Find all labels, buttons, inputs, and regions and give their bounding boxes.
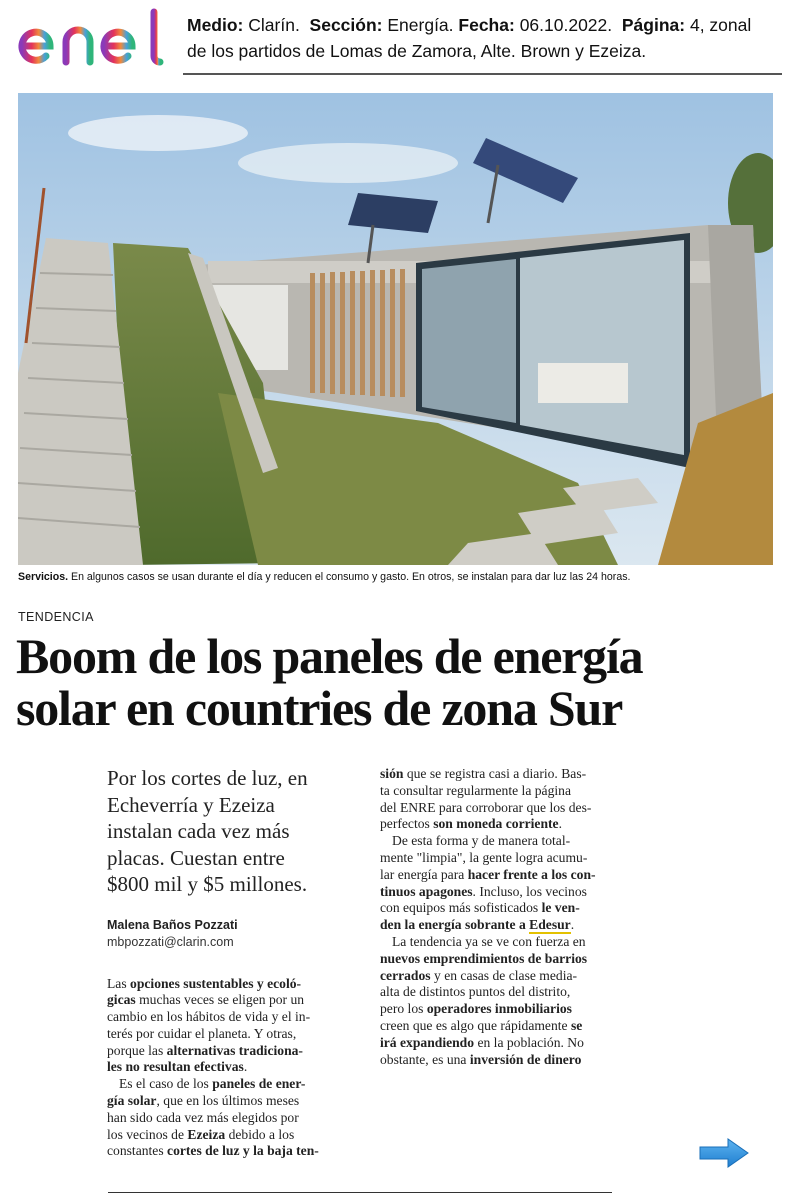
text-line: han sido cada vez más elegidos por [107,1109,299,1125]
photo-caption [18,570,778,584]
fecha-value: 06.10.2022. [519,15,613,35]
deck-line: Echeverría y Ezeiza [107,792,275,817]
text-line: del ENRE para corroborar que los des- [380,799,592,815]
text-line: Las opciones sustentables y ecoló- [107,975,302,991]
article-deck [107,765,337,898]
seccion-value: Energía. [387,15,454,35]
document-header [0,0,800,78]
text-line: creen que es algo que rápidamente se [380,1017,583,1033]
enel-logo [14,8,174,68]
text-line: cerrados y en casas de clase media- [380,967,578,983]
pagina-label: Página: [621,15,686,35]
deck-line: placas. Cuestan entre [107,845,285,870]
section-kicker: TENDENCIA [18,610,94,624]
text-line: La tendencia ya se ve con fuerza en [392,933,586,949]
deck-line: instalan cada vez más [107,819,290,843]
text-line: De esta forma y de manera total- [392,833,571,849]
body-left [107,976,337,1161]
text-line: ta consultar regularmente la página [380,782,571,798]
text-line: con equipos más sofisticados le ven- [380,900,580,916]
headline-line-2: solar en countries de zona Sur [16,680,623,736]
text-line: mente "limpia", la gente logra acumu- [380,849,588,865]
deck-line: Por los cortes de luz, en [107,766,308,790]
medio-value: Clarín. [248,15,300,35]
article-headline [16,630,786,734]
text-line: les no resultan efectivas. [107,1059,248,1075]
fecha-label: Fecha: [458,15,515,35]
caption-text: En algunos casos se usan durante el día y reducen el consumo y gasto. En otros, se instalan para dar luz las 24 horas. [68,571,631,583]
arrow-right-icon[interactable] [698,1137,750,1169]
text-line: los vecinos de Ezeiza debido a los [107,1126,295,1142]
right-column [380,766,612,1068]
author-email: mbpozzati@clarin.com [107,934,234,949]
highlighted-edesur: Edesur [529,917,571,933]
left-column [107,765,337,1160]
text-line: cambio en los hábitos de vida y el in- [107,1009,311,1025]
text-line: nuevos emprendimientos de barrios [380,950,588,966]
caption-label: Servicios. [18,571,69,583]
text-line: porque las alternativas tradiciona- [107,1042,303,1058]
house-with-solar-panels-photo [18,93,773,565]
medio-label: Medio: [187,15,244,35]
text-line: Es el caso de los paneles de ener- [119,1076,306,1092]
text-line: obstante, es una inversión de dinero [380,1051,582,1067]
deck-line: $800 mil y $5 millones. [107,872,308,896]
text-line: den la energía sobrante a Edesur. [380,917,575,933]
headline-line-1: Boom de los paneles de energía [16,628,643,684]
header-metadata [187,12,787,64]
text-line: gía solar, que en los últimos meses [107,1093,300,1109]
text-line: perfectos son moneda corriente. [380,816,562,832]
body-right [380,766,612,1068]
author-name: Malena Baños Pozzati [107,917,238,932]
bottom-divider [108,1192,612,1193]
text-line: pero los operadores inmobiliarios [380,1001,572,1017]
seccion-label: Sección: [309,15,383,35]
text-line: terés por cuidar el planeta. Y otras, [107,1025,297,1041]
text-line: lar energía para hacer frente a los con- [380,866,596,882]
text-line: tinuos apagones. Incluso, los vecinos [380,883,587,899]
text-line: sión que se registra casi a diario. Bas- [380,766,587,781]
text-line: constantes cortes de luz y la baja ten- [107,1143,319,1159]
header-divider [183,73,782,75]
text-line: irá expandiendo en la población. No [380,1034,584,1050]
text-line: alta de distintos puntos del distrito, [380,984,571,1000]
header-line-2: de los partidos de Lomas de Zamora, Alte. Brown y Ezeiza. [187,41,647,61]
pagina-value: 4, zonal [689,15,752,35]
text-line: gicas muchas veces se eligen por un [107,992,305,1008]
